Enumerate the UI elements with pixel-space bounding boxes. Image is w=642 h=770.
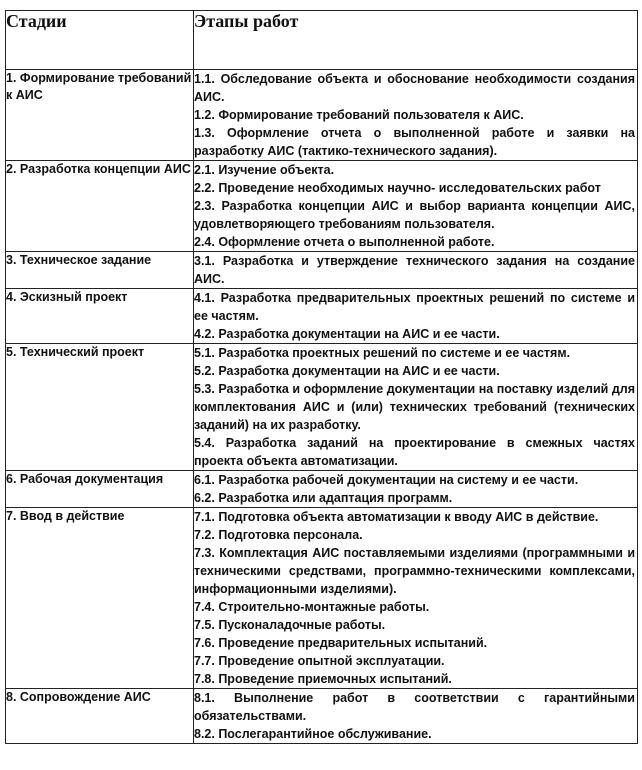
steps-cell [194, 70, 638, 161]
steps-cell [194, 289, 638, 344]
step-item: 8.2. Послегарантийное обслуживание. [194, 727, 432, 741]
table-row [6, 161, 638, 252]
column-header-stages: Стадии [6, 11, 194, 70]
table-row [6, 344, 638, 471]
step-item: 6.2. Разработка или адаптация программ. [194, 491, 453, 505]
step-item: 5.1. Разработка проектных решений по системе и ее частям. [194, 346, 571, 360]
step-item: 4.1. Разработка предварительных проектных решений по системе и ее частям. [194, 291, 635, 323]
stage-cell: 6. Рабочая документация [6, 471, 194, 508]
stage-cell: 4. Эскизный проект [6, 289, 194, 344]
step-item: 1.3. Оформление отчета о выполненной работе и заявки на разработку АИС (тактико-технического задания). [194, 126, 635, 158]
step-item: 3.1. Разработка и утверждение технического задания на создание АИС. [194, 254, 635, 286]
step-item: 7.8. Проведение приемочных испытаний. [194, 672, 452, 686]
stage-cell: 5. Технический проект [6, 344, 194, 471]
table-row [6, 252, 638, 289]
step-item: 7.3. Комплектация АИС поставляемыми изделиями (программными и техническими средствами, программно-техническими комплексами, информационными изделиями). [194, 546, 635, 596]
stage-cell: 2. Разработка концепции АИС [6, 161, 194, 252]
column-header-steps: Этапы работ [194, 11, 638, 70]
step-item: 5.3. Разработка и оформление документации на поставку изделий для комплектования АИС и (или) технических требований (технических заданий) на их разработку. [194, 382, 635, 432]
step-item: 7.6. Проведение предварительных испытаний. [194, 636, 488, 650]
stage-cell: 3. Техническое задание [6, 252, 194, 289]
table-row [6, 289, 638, 344]
step-item: 4.2. Разработка документации на АИС и ее части. [194, 327, 500, 341]
step-item: 5.2. Разработка документации на АИС и ее части. [194, 364, 500, 378]
step-item: 2.2. Проведение необходимых научно- исследовательских работ [194, 181, 601, 195]
step-item: 7.1. Подготовка объекта автоматизации к вводу АИС в действие. [194, 510, 599, 524]
stage-cell: 1. Формирование требований к АИС [6, 70, 194, 161]
step-item: 1.1. Обследование объекта и обоснование необходимости создания АИС. [194, 72, 635, 104]
table-header [6, 11, 638, 70]
step-item: 2.1. Изучение объекта. [194, 163, 335, 177]
table-row [6, 471, 638, 508]
stages-table [5, 10, 638, 744]
table-row [6, 689, 638, 744]
steps-cell [194, 471, 638, 508]
steps-cell [194, 689, 638, 744]
steps-cell [194, 344, 638, 471]
step-item: 6.1. Разработка рабочей документации на систему и ее части. [194, 473, 579, 487]
header-row [6, 11, 638, 70]
steps-cell [194, 252, 638, 289]
table-row [6, 508, 638, 689]
step-item: 7.2. Подготовка персонала. [194, 528, 363, 542]
step-item: 1.2. Формирование требований пользователя к АИС. [194, 108, 524, 122]
step-item: 8.1. Выполнение работ в соответствии с гарантийными обязательствами. [194, 691, 635, 723]
stage-cell: 7. Ввод в действие [6, 508, 194, 689]
steps-cell [194, 508, 638, 689]
steps-cell [194, 161, 638, 252]
table-row [6, 70, 638, 161]
step-item: 7.5. Пусконаладочные работы. [194, 618, 386, 632]
step-item: 7.4. Строительно-монтажные работы. [194, 600, 430, 614]
step-item: 2.3. Разработка концепции АИС и выбор варианта концепции АИС, удовлетворяющего требованиям пользователя. [194, 199, 635, 231]
step-item: 2.4. Оформление отчета о выполненной работе. [194, 235, 495, 249]
table-body [6, 70, 638, 744]
step-item: 7.7. Проведение опытной эксплуатации. [194, 654, 445, 668]
step-item: 5.4. Разработка заданий на проектирование в смежных частях проекта объекта автоматизации. [194, 436, 635, 468]
stage-cell: 8. Сопровождение АИС [6, 689, 194, 744]
